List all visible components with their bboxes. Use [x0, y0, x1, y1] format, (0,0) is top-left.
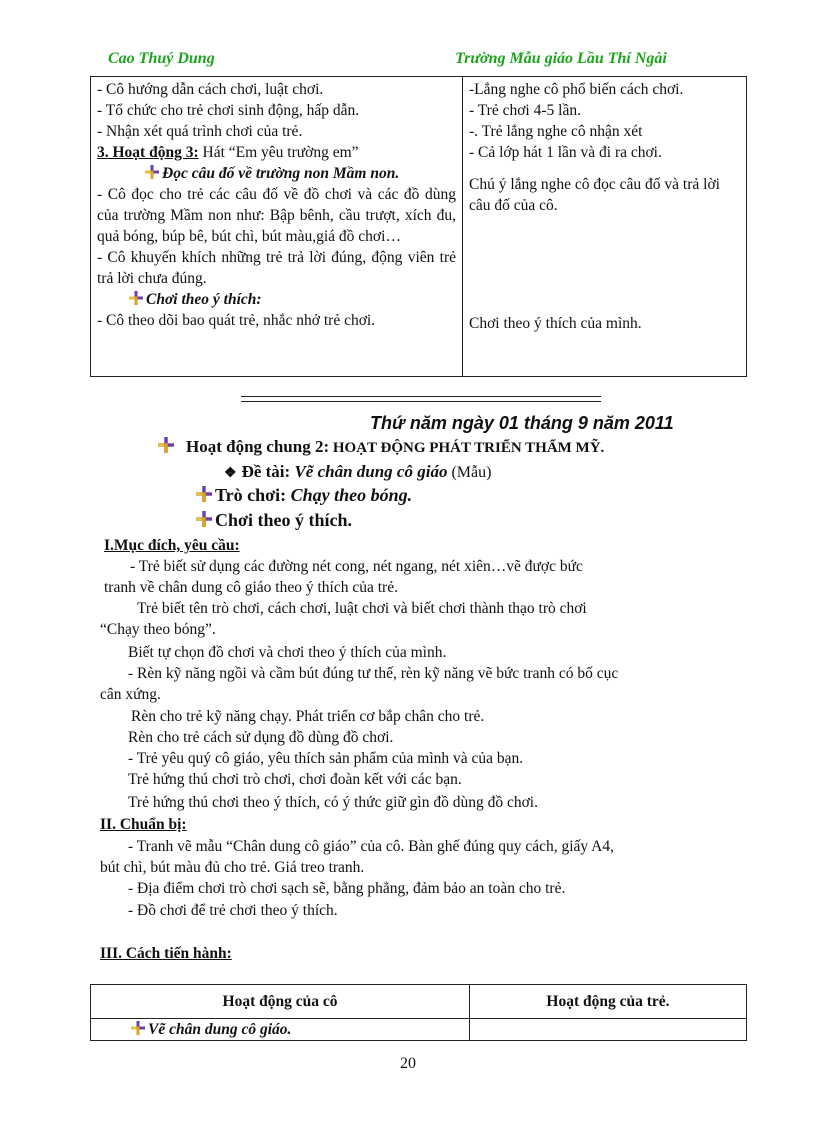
child-line: -. Trẻ lắng nghe cô nhận xét [469, 123, 643, 140]
section1-line: Trẻ biết tên trò chơi, cách chơi, luật chơi và biết chơi thành thạo trò chơi [137, 600, 587, 617]
free-play-heading: Chơi theo ý thích: [146, 291, 262, 308]
activity-title: HOẠT ĐỘNG PHÁT TRIỂN THẨM MỸ. [329, 440, 605, 456]
section2-title: II. Chuẩn bị: [100, 816, 187, 833]
section1-line: Rèn cho trẻ kỹ năng chạy. Phát triển cơ bắp chân cho trẻ. [131, 708, 485, 725]
activity3-text: Hát “Em yêu trường em” [198, 144, 359, 161]
section1-line: - Rèn kỹ năng ngồi và cầm bút đúng tư thế, rèn kỹ năng vẽ bức tranh có bố cục [128, 665, 619, 682]
section1-line: Trẻ hứng thú chơi trò chơi, chơi đoàn kết với các bạn. [128, 771, 462, 788]
section1-line: Biết tự chọn đồ chơi và chơi theo ý thích của mình. [128, 644, 447, 661]
free-play-heading-line [97, 289, 456, 310]
teacher-line: - Cô hướng dẫn cách chơi, luật chơi. [97, 81, 324, 98]
header-author: Cao Thuý Dung [108, 50, 215, 67]
game-label: Trò chơi: [215, 485, 291, 505]
teacher-activities-cell [91, 77, 463, 377]
riddle-heading-line [97, 163, 456, 184]
cross-bullet-icon [196, 486, 212, 502]
section2-line: - Tranh vẽ mẫu “Chân dung cô giáo” của cô. Bàn ghế đúng quy cách, giấy A4, [128, 838, 614, 855]
cross-bullet-icon [131, 1021, 145, 1035]
section1-line: - Trẻ biết sử dụng các đường nét cong, nét ngang, nét xiên…vẽ được bức [130, 558, 583, 575]
riddle-heading: Đọc câu đố về trường non Mầm non. [162, 165, 400, 182]
game-title: Chạy theo bóng. [290, 485, 413, 505]
activities-table-continued [90, 76, 747, 377]
cross-bullet-icon [158, 437, 174, 453]
free-play-line [196, 510, 352, 531]
activity-label: Hoạt động chung 2: [186, 437, 330, 456]
column-header-teacher: Hoạt động của cô [91, 985, 470, 1019]
child-free-play: Chơi theo ý thích của mình. [469, 315, 642, 332]
row-child-cell [470, 1019, 747, 1041]
section1-line: Rèn cho trẻ cách sử dụng đồ dùng đồ chơi. [128, 729, 394, 746]
riddle-text: - Cô đọc cho trẻ các câu đố về đồ chơi và các đồ dùng của trường Mầm non như: Bập bênh, cầu trượt, xích đu, quả bóng, búp bê, bút chì, bút màu,giá đồ chơi… [97, 186, 456, 245]
child-line: - Trẻ chơi 4-5 lần. [469, 102, 581, 119]
child-activities-cell [463, 77, 747, 377]
page-number: 20 [400, 1055, 416, 1072]
activities-table [90, 984, 747, 1041]
topic-label: Đề tài: [241, 462, 295, 481]
topic-suffix: (Mẫu) [447, 464, 492, 481]
column-header-child: Hoạt động của trẻ. [470, 985, 747, 1019]
game-line [196, 485, 412, 506]
child-riddle-response: Chú ý lắng nghe cô đọc câu đố và trả lời câu đố của cô. [469, 176, 720, 214]
child-line: -Lắng nghe cô phổ biến cách chơi. [469, 81, 684, 98]
row-activity-cell [91, 1019, 470, 1041]
section-divider [241, 396, 601, 402]
activity3-label: 3. Hoạt động 3: [97, 144, 199, 161]
section1-line: Trẻ hứng thú chơi theo ý thích, có ý thức giữ gìn đồ dùng đồ chơi. [128, 794, 538, 811]
section1-line: tranh về chân dung cô giáo theo ý thích của trẻ. [104, 579, 398, 596]
cross-bullet-icon [196, 511, 212, 527]
cross-bullet-icon [129, 291, 143, 305]
section1-line: cân xứng. [100, 686, 161, 703]
section1-line: “Chạy theo bóng”. [100, 621, 216, 638]
activity3-line [97, 142, 456, 163]
topic-title: Vẽ chân dung cô giáo [294, 462, 448, 481]
teacher-line: - Tổ chức cho trẻ chơi sinh động, hấp dẫn. [97, 102, 360, 119]
diamond-bullet-icon: ❖ [224, 466, 237, 481]
cross-bullet-icon [145, 165, 159, 179]
section1-title: I.Mục đích, yêu cầu: [104, 537, 240, 554]
activity-heading [158, 437, 604, 457]
lesson-date: Thứ năm ngày 01 tháng 9 năm 2011 [370, 413, 674, 433]
section1-line: - Trẻ yêu quý cô giáo, yêu thích sản phẩm của mình và của bạn. [128, 750, 524, 767]
row-activity-title: Vẽ chân dung cô giáo. [148, 1020, 292, 1038]
section3-title: III. Cách tiến hành: [100, 945, 232, 962]
free-play-title: Chơi theo ý thích. [215, 510, 352, 530]
section2-line: - Đồ chơi để trẻ chơi theo ý thích. [128, 902, 338, 919]
section2-line: bút chì, bút màu đủ cho trẻ. Giá treo tranh. [100, 859, 365, 876]
child-line: - Cả lớp hát 1 lần và đi ra chơi. [469, 144, 662, 161]
topic-line [224, 462, 491, 482]
teacher-line: - Nhận xét quá trình chơi của trẻ. [97, 123, 303, 140]
section2-line: - Địa điểm chơi trò chơi sạch sẽ, bằng phẳng, đảm bảo an toàn cho trẻ. [128, 880, 566, 897]
header-school: Trường Mẫu giáo Lầu Thí Ngài [455, 50, 667, 67]
encourage-text: - Cô khuyến khích những trẻ trả lời đúng, động viên trẻ trả lời chưa đúng. [97, 249, 456, 287]
free-play-text: - Cô theo dõi bao quát trẻ, nhắc nhở trẻ chơi. [97, 312, 376, 329]
